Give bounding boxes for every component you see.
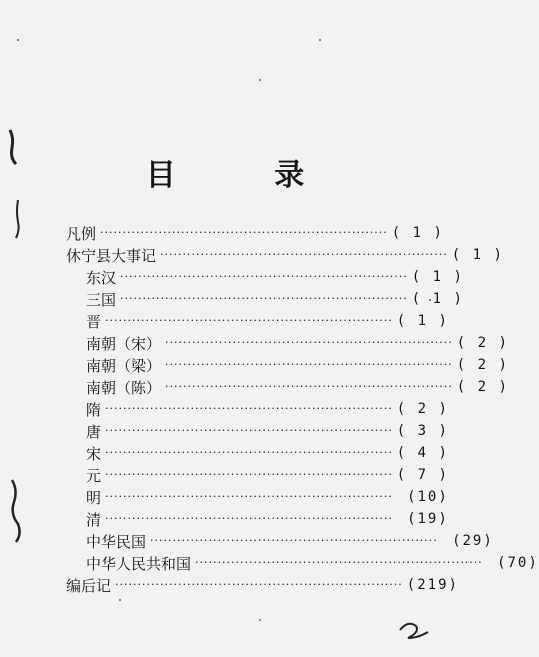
toc-leader: ································································ [115,578,403,591]
toc-entry-label: 东汉 [86,268,117,287]
toc-entry-page: ( 4 ) [396,445,449,461]
toc-entry [86,332,509,354]
toc-entry [86,464,449,486]
toc-leader: ································································ [195,556,483,569]
toc-leader: ································································ [105,402,393,415]
toc-entry [86,310,449,332]
toc-entry-label: 南朝（陈） [86,378,162,397]
toc-entry-label: 明 [86,488,102,507]
toc-entry-page: (219) [406,577,459,593]
toc-entry [86,288,464,310]
toc-leader: ································································ [160,248,448,261]
toc-entry [66,574,459,596]
toc-leader: ································································ [105,468,393,481]
toc-entry-page: ( 1 ) [411,291,464,307]
toc-entry-page: (10) [407,489,449,505]
toc-entry [86,398,449,420]
toc-leader: ································································ [105,446,393,459]
toc-leader: ································································ [105,490,393,503]
page-title: 目 录 [145,158,349,193]
toc-entry [86,486,449,508]
toc-leader: ································································ [165,358,453,371]
toc-entry-label: 三国 [86,290,117,309]
toc-entry [86,530,494,552]
toc-leader: ································································ [100,226,388,239]
toc-leader: ································································ [120,270,408,283]
toc-entry [66,244,504,266]
toc-leader: ································································ [165,336,453,349]
toc-entry-label: 元 [86,466,102,485]
toc-entry-page: ( 3 ) [396,423,449,439]
toc-entry-label: 清 [86,510,102,529]
toc-entry-label: 中华民国 [86,532,147,551]
toc-entry-label: 宋 [86,444,102,463]
toc-entry [86,376,509,398]
toc-entry [86,266,464,288]
toc-entry-page: (29) [452,533,494,549]
toc-leader: ································································ [165,380,453,393]
toc-leader: ································································ [105,314,393,327]
toc-leader: ································································ [105,512,393,525]
toc-entry-page: (19) [407,511,449,527]
toc-entry-page: ( 2 ) [396,401,449,417]
toc-entry-page: ( 2 ) [456,357,509,373]
toc-entry [66,222,444,244]
toc-entry-page: ( 1 ) [391,225,444,241]
toc-entry-page: ( 2 ) [456,335,509,351]
toc-entry [86,420,449,442]
toc-entry-label: 唐 [86,422,102,441]
toc-entry-label: 休宁县大事记 [66,246,157,265]
toc-entry-page: ( 1 ) [396,313,449,329]
toc-leader: ································································ [120,292,408,305]
toc-entry [86,354,509,376]
toc-entry-label: 凡例 [66,224,97,243]
toc-entry-page: ( 1 ) [451,247,504,263]
toc-entry-label: 晋 [86,312,102,331]
toc-leader: ································································ [150,534,438,547]
toc-entry-label: 隋 [86,400,102,419]
toc-entry-label: 南朝（宋） [86,334,162,353]
toc-entry [86,552,539,574]
toc-entry-page: ( 1 ) [411,269,464,285]
toc-leader: ································································ [105,424,393,437]
toc-entry [86,442,449,464]
toc-entry-label: 中华人民共和国 [86,554,192,573]
toc-entry [86,508,449,530]
toc-entry-label: 南朝（梁） [86,356,162,375]
toc-entry-page: ( 2 ) [456,379,509,395]
toc-entry-page: ( 7 ) [396,467,449,483]
toc-entry-label: 编后记 [66,576,112,595]
toc-entry-page: (70) [497,555,539,571]
